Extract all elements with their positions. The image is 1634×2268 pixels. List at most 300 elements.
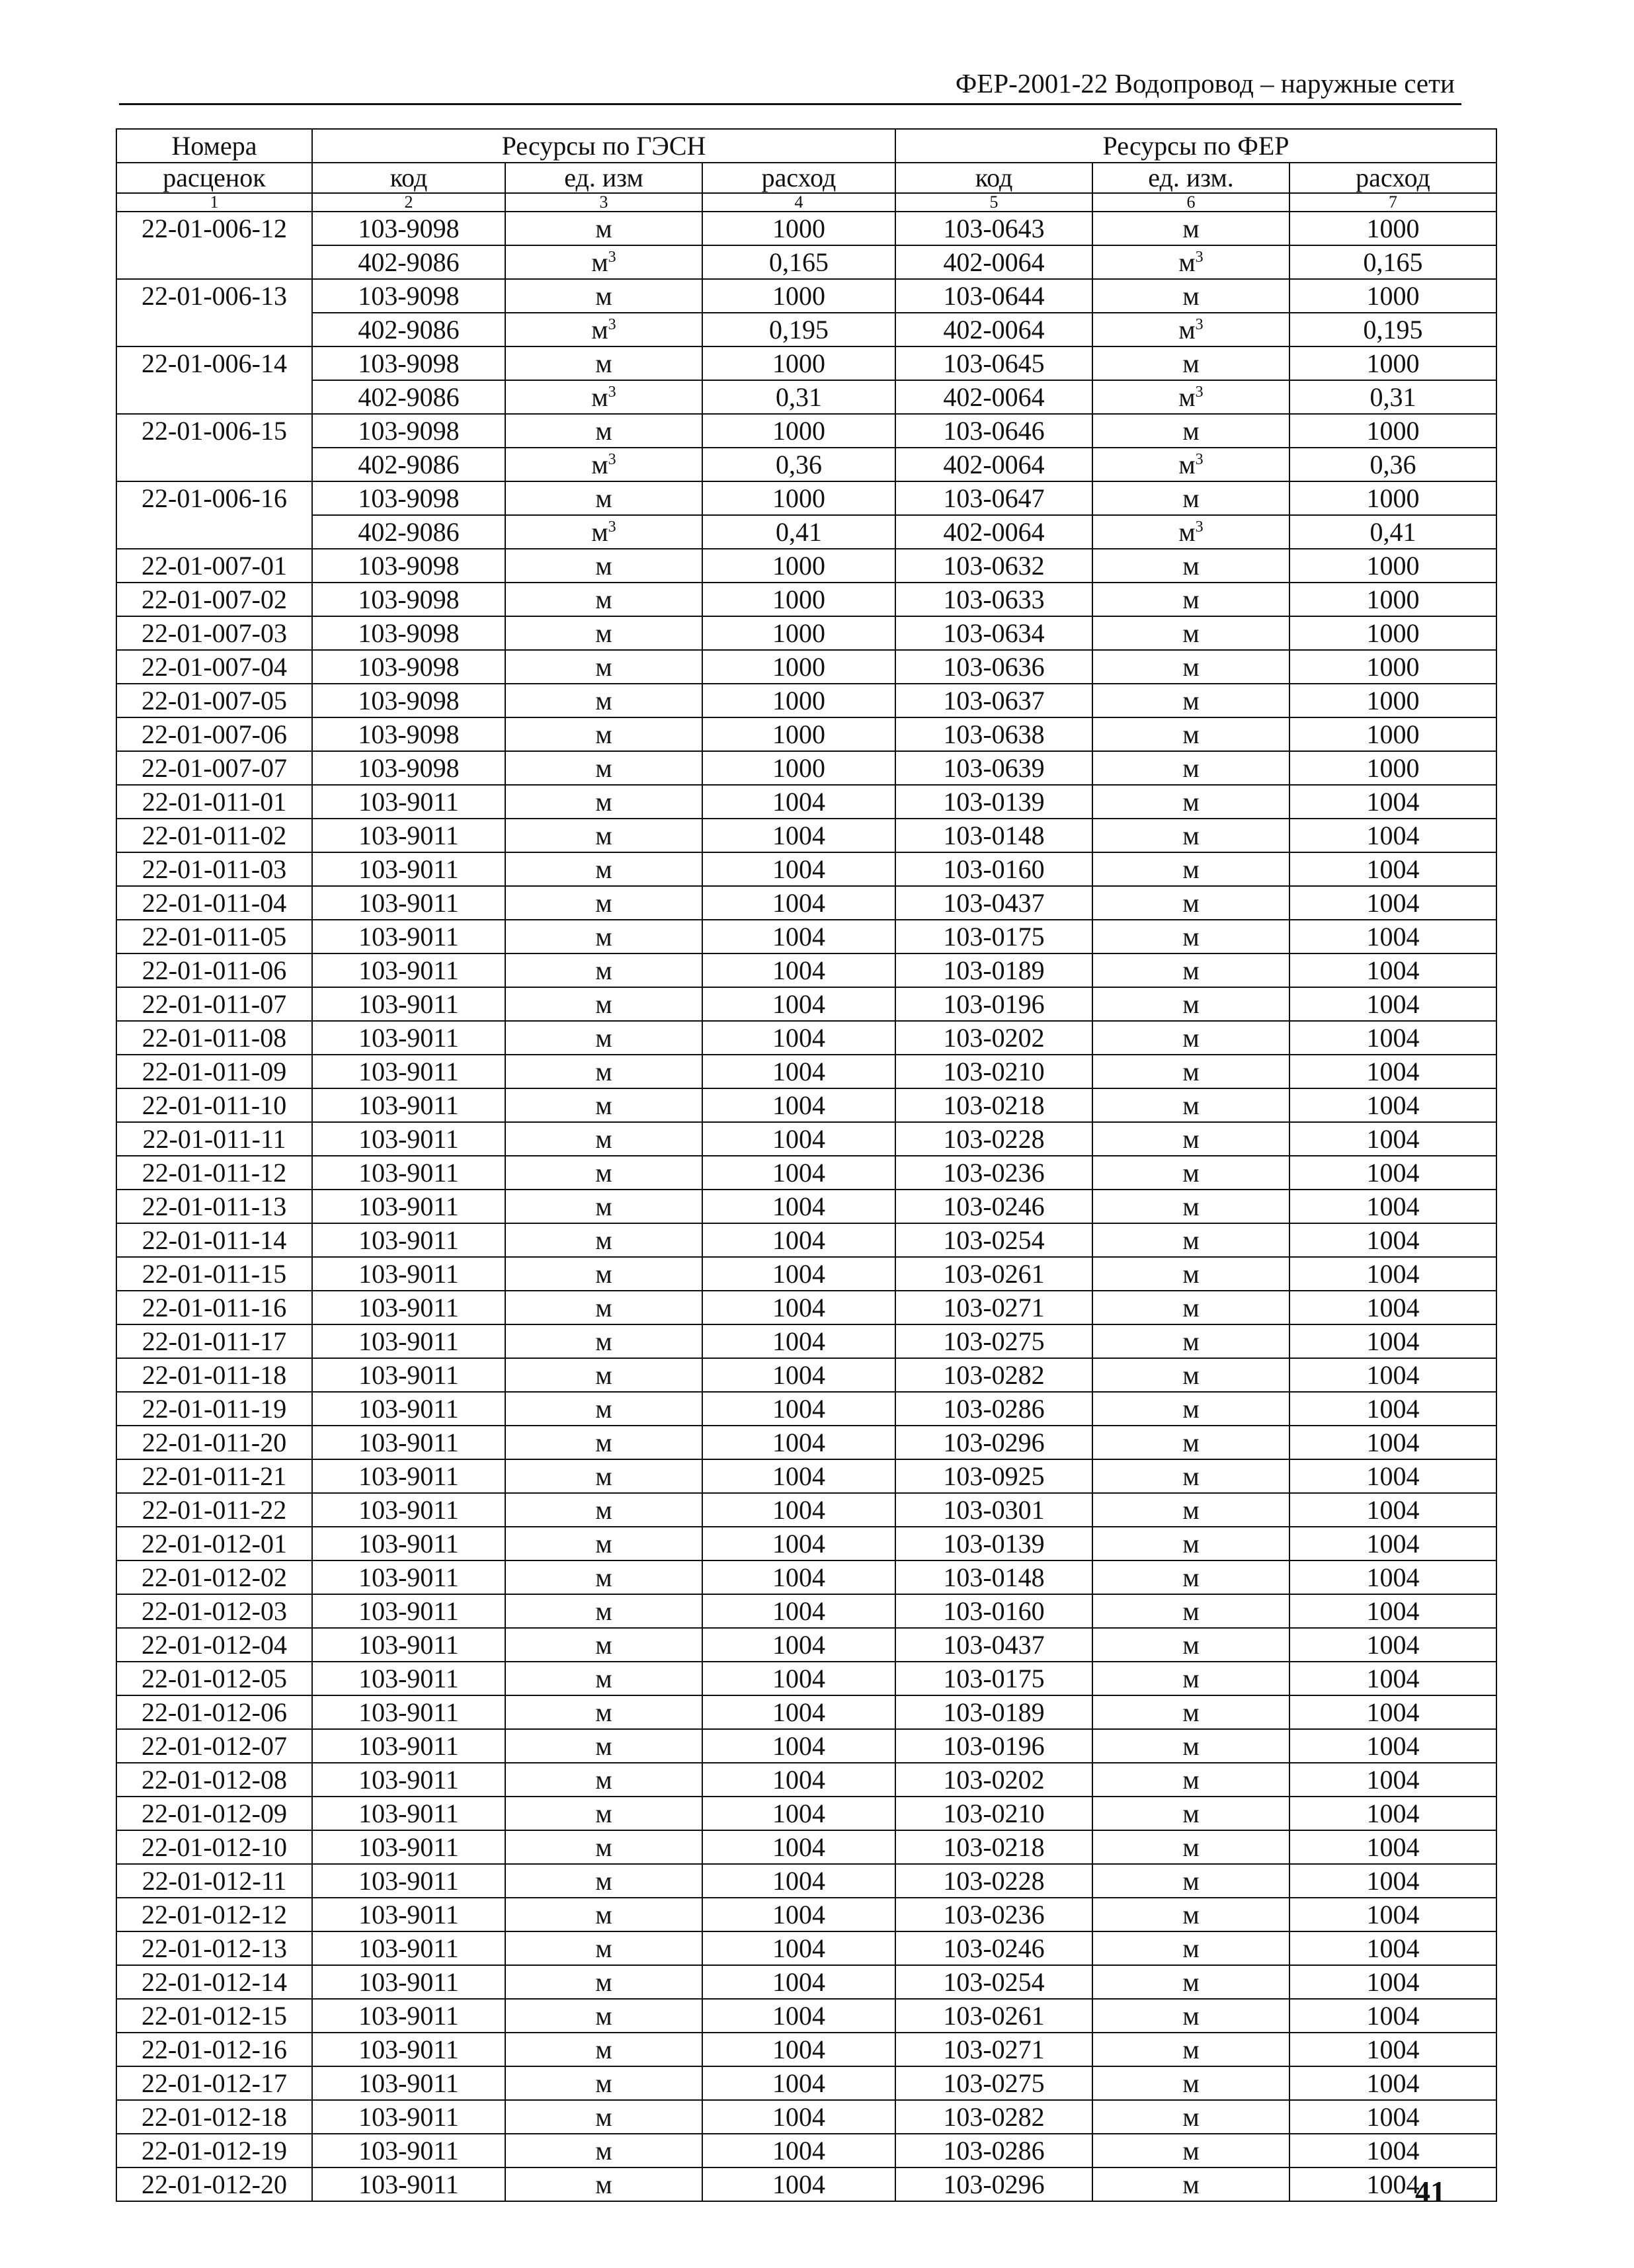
table-row <box>116 1594 1496 1628</box>
table-row <box>116 953 1496 987</box>
gesn-code-cell: 103-9098 <box>312 212 505 245</box>
gesn-consumption-cell: 1000 <box>702 481 895 515</box>
rate-number-cell: 22-01-012-11 <box>116 1864 312 1898</box>
gesn-unit-cell: м <box>505 1965 702 1999</box>
fer-consumption-cell: 0,195 <box>1289 313 1496 346</box>
table-row <box>116 650 1496 684</box>
table-row <box>116 481 1496 515</box>
rate-number-cell: 22-01-012-16 <box>116 2033 312 2066</box>
fer-consumption-cell: 1004 <box>1289 920 1496 953</box>
gesn-unit-cell: м <box>505 819 702 852</box>
rate-number-cell: 22-01-012-14 <box>116 1965 312 1999</box>
rate-number-cell: 22-01-012-12 <box>116 1898 312 1931</box>
fer-consumption-cell: 1004 <box>1289 1931 1496 1965</box>
fer-code-cell: 103-0246 <box>895 1931 1092 1965</box>
fer-consumption-cell: 0,41 <box>1289 515 1496 549</box>
gesn-unit-cell: м <box>505 1527 702 1560</box>
rate-number-cell: 22-01-012-18 <box>116 2100 312 2134</box>
gesn-unit-cell: м <box>505 1223 702 1257</box>
fer-unit-cell: м <box>1092 1527 1289 1560</box>
gesn-consumption-cell: 0,41 <box>702 515 895 549</box>
fer-unit-cell: м <box>1092 1459 1289 1493</box>
fer-code-cell: 103-0639 <box>895 751 1092 785</box>
fer-code-cell: 103-0638 <box>895 717 1092 751</box>
table-row <box>116 2134 1496 2167</box>
fer-unit-cell: м <box>1092 549 1289 583</box>
gesn-code-cell: 103-9011 <box>312 1729 505 1763</box>
table-row <box>116 515 1496 549</box>
gesn-unit-cell: м <box>505 1426 702 1459</box>
fer-code-cell: 103-0296 <box>895 2167 1092 2201</box>
table-row <box>116 2167 1496 2201</box>
fer-unit-cell: м <box>1092 2100 1289 2134</box>
fer-unit-cell: м <box>1092 1695 1289 1729</box>
rate-number-cell: 22-01-012-09 <box>116 1797 312 1830</box>
rate-number-cell: 22-01-012-13 <box>116 1931 312 1965</box>
rate-number-cell: 22-01-011-16 <box>116 1291 312 1324</box>
gesn-consumption-cell: 1004 <box>702 1088 895 1122</box>
gesn-code-cell: 103-9011 <box>312 1830 505 1864</box>
fer-consumption-cell: 1004 <box>1289 1763 1496 1797</box>
fer-unit-cell: м <box>1092 1763 1289 1797</box>
gesn-consumption-cell: 1000 <box>702 549 895 583</box>
gesn-consumption-cell: 1004 <box>702 1257 895 1291</box>
fer-code-cell: 103-0646 <box>895 414 1092 448</box>
fer-unit-cell: м <box>1092 583 1289 616</box>
gesn-consumption-cell: 1004 <box>702 1864 895 1898</box>
fer-consumption-cell: 1004 <box>1289 953 1496 987</box>
rate-number-cell: 22-01-011-07 <box>116 987 312 1021</box>
gesn-code-cell: 402-9086 <box>312 313 505 346</box>
fer-unit-cell: $м^3$ <box>1092 380 1289 414</box>
gesn-unit-cell: м <box>505 987 702 1021</box>
fer-code-cell: 103-0637 <box>895 684 1092 717</box>
table-row <box>116 1763 1496 1797</box>
gesn-unit-cell: м <box>505 583 702 616</box>
gesn-consumption-cell: 1004 <box>702 1797 895 1830</box>
table-row <box>116 785 1496 819</box>
fer-unit-cell: м <box>1092 852 1289 886</box>
table-row <box>116 1088 1496 1122</box>
table-row <box>116 1324 1496 1358</box>
rate-number-cell: 22-01-012-20 <box>116 2167 312 2201</box>
rate-number-cell: 22-01-011-22 <box>116 1493 312 1527</box>
fer-code-cell: 103-0636 <box>895 650 1092 684</box>
gesn-unit-cell: м <box>505 1392 702 1426</box>
fer-consumption-cell: 1000 <box>1289 549 1496 583</box>
column-number: 7 <box>1289 193 1496 212</box>
fer-consumption-cell: 1004 <box>1289 1729 1496 1763</box>
gesn-consumption-cell: 1004 <box>702 1729 895 1763</box>
gesn-code-cell: 103-9011 <box>312 1156 505 1190</box>
gesn-consumption-cell: 1004 <box>702 819 895 852</box>
rate-number-cell: 22-01-011-06 <box>116 953 312 987</box>
fer-code-cell: 103-0296 <box>895 1426 1092 1459</box>
fer-unit-cell: м <box>1092 616 1289 650</box>
fer-code-cell: 103-0148 <box>895 819 1092 852</box>
page-number: 41 <box>1415 2175 1446 2208</box>
rate-number-cell: 22-01-007-05 <box>116 684 312 717</box>
gesn-consumption-cell: 1004 <box>702 1560 895 1594</box>
fer-unit-cell: м <box>1092 1594 1289 1628</box>
gesn-unit-cell: м <box>505 1898 702 1931</box>
fer-code-cell: 103-0139 <box>895 785 1092 819</box>
gesn-consumption-cell: 1004 <box>702 2066 895 2100</box>
gesn-unit-cell: м <box>505 414 702 448</box>
fer-consumption-cell: 1004 <box>1289 1965 1496 1999</box>
fer-code-cell: 402-0064 <box>895 313 1092 346</box>
gesn-consumption-cell: 1004 <box>702 1055 895 1088</box>
fer-unit-cell: м <box>1092 1324 1289 1358</box>
gesn-consumption-cell: 1004 <box>702 1122 895 1156</box>
fer-unit-cell: м <box>1092 1156 1289 1190</box>
table-row <box>116 1931 1496 1965</box>
table-row <box>116 1999 1496 2033</box>
fer-unit-cell: м <box>1092 1055 1289 1088</box>
fer-code-cell: 103-0148 <box>895 1560 1092 1594</box>
fer-code-cell: 103-0634 <box>895 616 1092 650</box>
header-rate-number-line2: расценок <box>116 163 312 193</box>
fer-consumption-cell: 1004 <box>1289 2134 1496 2167</box>
gesn-consumption-cell: 1004 <box>702 1898 895 1931</box>
gesn-code-cell: 103-9011 <box>312 1864 505 1898</box>
fer-code-cell: 103-0160 <box>895 1594 1092 1628</box>
gesn-unit-cell: м <box>505 1763 702 1797</box>
gesn-consumption-cell: 1004 <box>702 987 895 1021</box>
fer-unit-cell: м <box>1092 785 1289 819</box>
table-row <box>116 245 1496 279</box>
rate-number-cell: 22-01-007-02 <box>116 583 312 616</box>
gesn-unit-cell: м <box>505 1797 702 1830</box>
fer-unit-cell: м <box>1092 2033 1289 2066</box>
fer-code-cell: 103-0282 <box>895 2100 1092 2134</box>
rate-number-cell <box>116 380 312 414</box>
gesn-code-cell: 103-9011 <box>312 2066 505 2100</box>
gesn-unit-cell: м <box>505 2033 702 2066</box>
rate-number-cell <box>116 313 312 346</box>
header-row-groups <box>116 129 1496 163</box>
gesn-consumption-cell: 1004 <box>702 1695 895 1729</box>
fer-consumption-cell: 1000 <box>1289 650 1496 684</box>
fer-consumption-cell: 1004 <box>1289 1358 1496 1392</box>
fer-code-cell: 103-0286 <box>895 2134 1092 2167</box>
gesn-unit-cell: м <box>505 684 702 717</box>
table-row <box>116 346 1496 380</box>
table-row <box>116 1898 1496 1931</box>
column-number: 5 <box>895 193 1092 212</box>
table-row <box>116 1459 1496 1493</box>
gesn-code-cell: 103-9011 <box>312 1324 505 1358</box>
fer-code-cell: 103-0189 <box>895 1695 1092 1729</box>
fer-consumption-cell: 1000 <box>1289 616 1496 650</box>
fer-consumption-cell: 0,165 <box>1289 245 1496 279</box>
fer-unit-cell: м <box>1092 717 1289 751</box>
gesn-code-cell: 402-9086 <box>312 245 505 279</box>
header-fer-consumption: расход <box>1289 163 1496 193</box>
fer-consumption-cell: 1004 <box>1289 987 1496 1021</box>
gesn-code-cell: 103-9098 <box>312 279 505 313</box>
gesn-unit-cell: $м^3$ <box>505 380 702 414</box>
table-row <box>116 1493 1496 1527</box>
rate-number-cell: 22-01-011-15 <box>116 1257 312 1291</box>
gesn-consumption-cell: 1004 <box>702 1156 895 1190</box>
fer-code-cell: 103-0228 <box>895 1122 1092 1156</box>
fer-consumption-cell: 1004 <box>1289 1695 1496 1729</box>
gesn-code-cell: 103-9011 <box>312 1392 505 1426</box>
gesn-code-cell: 103-9011 <box>312 1055 505 1088</box>
table-body <box>116 212 1496 2201</box>
fer-code-cell: 103-0189 <box>895 953 1092 987</box>
fer-consumption-cell: 1000 <box>1289 751 1496 785</box>
table-row <box>116 1527 1496 1560</box>
fer-unit-cell: м <box>1092 1931 1289 1965</box>
gesn-code-cell: 103-9011 <box>312 1797 505 1830</box>
gesn-consumption-cell: 1004 <box>702 1021 895 1055</box>
gesn-code-cell: 103-9011 <box>312 819 505 852</box>
gesn-code-cell: 103-9011 <box>312 920 505 953</box>
rate-number-cell: 22-01-007-01 <box>116 549 312 583</box>
gesn-consumption-cell: 1004 <box>702 2167 895 2201</box>
fer-consumption-cell: 1004 <box>1289 1493 1496 1527</box>
fer-code-cell: 402-0064 <box>895 448 1092 481</box>
fer-consumption-cell: 1004 <box>1289 1594 1496 1628</box>
table-row <box>116 920 1496 953</box>
table-row <box>116 2100 1496 2134</box>
gesn-unit-cell: м <box>505 1560 702 1594</box>
gesn-code-cell: 103-9098 <box>312 549 505 583</box>
fer-unit-cell: м <box>1092 1999 1289 2033</box>
gesn-consumption-cell: 0,31 <box>702 380 895 414</box>
rate-number-cell: 22-01-006-15 <box>116 414 312 448</box>
table-row <box>116 1392 1496 1426</box>
rate-number-cell: 22-01-012-05 <box>116 1662 312 1695</box>
fer-unit-cell: м <box>1092 1358 1289 1392</box>
fer-consumption-cell: 1004 <box>1289 1156 1496 1190</box>
gesn-code-cell: 103-9011 <box>312 953 505 987</box>
gesn-unit-cell: $м^3$ <box>505 245 702 279</box>
gesn-unit-cell: м <box>505 1324 702 1358</box>
gesn-code-cell: 103-9011 <box>312 1122 505 1156</box>
rate-number-cell: 22-01-007-04 <box>116 650 312 684</box>
table-row <box>116 1695 1496 1729</box>
table-row <box>116 886 1496 920</box>
table-row <box>116 684 1496 717</box>
gesn-unit-cell: м <box>505 1662 702 1695</box>
gesn-unit-cell: м <box>505 1257 702 1291</box>
fer-unit-cell: м <box>1092 1830 1289 1864</box>
table-row <box>116 1122 1496 1156</box>
fer-unit-cell: м <box>1092 1223 1289 1257</box>
header-gesn-group: Ресурсы по ГЭСН <box>312 129 895 163</box>
gesn-code-cell: 103-9011 <box>312 987 505 1021</box>
gesn-consumption-cell: 1004 <box>702 1662 895 1695</box>
gesn-unit-cell: м <box>505 1055 702 1088</box>
gesn-consumption-cell: 1004 <box>702 2100 895 2134</box>
fer-unit-cell: м <box>1092 279 1289 313</box>
fer-consumption-cell: 1004 <box>1289 1662 1496 1695</box>
fer-consumption-cell: 1004 <box>1289 1122 1496 1156</box>
rate-number-cell: 22-01-011-14 <box>116 1223 312 1257</box>
fer-code-cell: 103-0196 <box>895 987 1092 1021</box>
table-row <box>116 1729 1496 1763</box>
gesn-consumption-cell: 1004 <box>702 1594 895 1628</box>
fer-consumption-cell: 1000 <box>1289 212 1496 245</box>
gesn-code-cell: 103-9011 <box>312 1662 505 1695</box>
fer-code-cell: 103-0647 <box>895 481 1092 515</box>
header-fer-code: код <box>895 163 1092 193</box>
gesn-code-cell: 103-9098 <box>312 346 505 380</box>
gesn-code-cell: 103-9011 <box>312 2100 505 2134</box>
gesn-consumption-cell: 1004 <box>702 1291 895 1324</box>
rate-number-cell: 22-01-011-20 <box>116 1426 312 1459</box>
gesn-code-cell: 103-9011 <box>312 1898 505 1931</box>
fer-unit-cell: м <box>1092 684 1289 717</box>
gesn-code-cell: 103-9011 <box>312 1291 505 1324</box>
rate-number-cell: 22-01-012-19 <box>116 2134 312 2167</box>
fer-unit-cell: м <box>1092 1729 1289 1763</box>
fer-consumption-cell: 1004 <box>1289 1797 1496 1830</box>
fer-unit-cell: м <box>1092 212 1289 245</box>
gesn-consumption-cell: 1000 <box>702 414 895 448</box>
table-row <box>116 313 1496 346</box>
rate-number-cell: 22-01-011-21 <box>116 1459 312 1493</box>
table-row <box>116 1156 1496 1190</box>
fer-consumption-cell: 0,36 <box>1289 448 1496 481</box>
table-row <box>116 2033 1496 2066</box>
gesn-unit-cell: м <box>505 616 702 650</box>
gesn-code-cell: 103-9011 <box>312 1628 505 1662</box>
gesn-code-cell: 103-9011 <box>312 1527 505 1560</box>
table-row <box>116 212 1496 245</box>
gesn-unit-cell: м <box>505 1088 702 1122</box>
gesn-consumption-cell: 1000 <box>702 616 895 650</box>
fer-code-cell: 103-0236 <box>895 1898 1092 1931</box>
gesn-unit-cell: м <box>505 953 702 987</box>
gesn-unit-cell: м <box>505 1459 702 1493</box>
gesn-unit-cell: м <box>505 650 702 684</box>
fer-consumption-cell: 1000 <box>1289 583 1496 616</box>
fer-code-cell: 103-0236 <box>895 1156 1092 1190</box>
table-row <box>116 1190 1496 1223</box>
header-fer-group: Ресурсы по ФЕР <box>895 129 1496 163</box>
gesn-consumption-cell: 1004 <box>702 1223 895 1257</box>
table-row <box>116 1223 1496 1257</box>
fer-code-cell: 103-0254 <box>895 1223 1092 1257</box>
gesn-unit-cell: м <box>505 852 702 886</box>
fer-consumption-cell: 1004 <box>1289 852 1496 886</box>
rate-number-cell: 22-01-011-01 <box>116 785 312 819</box>
fer-code-cell: 103-0196 <box>895 1729 1092 1763</box>
fer-consumption-cell: 1004 <box>1289 1088 1496 1122</box>
table-row <box>116 448 1496 481</box>
fer-consumption-cell: 1004 <box>1289 819 1496 852</box>
gesn-code-cell: 402-9086 <box>312 380 505 414</box>
fer-unit-cell: м <box>1092 751 1289 785</box>
table-header <box>116 129 1496 212</box>
gesn-consumption-cell: 1000 <box>702 346 895 380</box>
gesn-code-cell: 103-9098 <box>312 751 505 785</box>
fer-code-cell: 103-0632 <box>895 549 1092 583</box>
fer-code-cell: 103-0254 <box>895 1965 1092 1999</box>
gesn-code-cell: 103-9011 <box>312 1493 505 1527</box>
gesn-unit-cell: м <box>505 346 702 380</box>
gesn-consumption-cell: 1004 <box>702 1830 895 1864</box>
table-row <box>116 414 1496 448</box>
fer-consumption-cell: 1004 <box>1289 1021 1496 1055</box>
rate-number-cell: 22-01-012-01 <box>116 1527 312 1560</box>
gesn-code-cell: 103-9098 <box>312 650 505 684</box>
gesn-code-cell: 103-9011 <box>312 785 505 819</box>
resources-table <box>116 128 1497 2202</box>
gesn-code-cell: 103-9011 <box>312 2134 505 2167</box>
gesn-code-cell: 103-9011 <box>312 1459 505 1493</box>
gesn-unit-cell: м <box>505 1864 702 1898</box>
gesn-unit-cell: м <box>505 1830 702 1864</box>
gesn-code-cell: 402-9086 <box>312 515 505 549</box>
rate-number-cell: 22-01-007-06 <box>116 717 312 751</box>
fer-consumption-cell: 0,31 <box>1289 380 1496 414</box>
rate-number-cell: 22-01-011-09 <box>116 1055 312 1088</box>
gesn-code-cell: 103-9098 <box>312 616 505 650</box>
gesn-unit-cell: м <box>505 1695 702 1729</box>
table-row <box>116 1830 1496 1864</box>
rate-number-cell: 22-01-012-08 <box>116 1763 312 1797</box>
gesn-code-cell: 103-9011 <box>312 1358 505 1392</box>
table-row <box>116 852 1496 886</box>
fer-consumption-cell: 1000 <box>1289 279 1496 313</box>
gesn-code-cell: 103-9011 <box>312 1560 505 1594</box>
rate-number-cell: 22-01-012-15 <box>116 1999 312 2033</box>
fer-consumption-cell: 1004 <box>1289 1459 1496 1493</box>
gesn-consumption-cell: 1004 <box>702 1493 895 1527</box>
fer-unit-cell: м <box>1092 886 1289 920</box>
table-row <box>116 1257 1496 1291</box>
rate-number-cell: 22-01-006-16 <box>116 481 312 515</box>
gesn-unit-cell: м <box>505 1190 702 1223</box>
header-rate-number-line1: Номера <box>116 129 312 163</box>
fer-unit-cell: м <box>1092 1797 1289 1830</box>
fer-consumption-cell: 1004 <box>1289 1527 1496 1560</box>
gesn-consumption-cell: 0,195 <box>702 313 895 346</box>
fer-code-cell: 103-0175 <box>895 1662 1092 1695</box>
fer-code-cell: 103-0271 <box>895 2033 1092 2066</box>
fer-unit-cell: $м^3$ <box>1092 313 1289 346</box>
rate-number-cell: 22-01-006-12 <box>116 212 312 245</box>
gesn-consumption-cell: 1000 <box>702 717 895 751</box>
gesn-code-cell: 103-9011 <box>312 1931 505 1965</box>
gesn-consumption-cell: 0,165 <box>702 245 895 279</box>
header-row-numbers <box>116 193 1496 212</box>
table-row <box>116 1628 1496 1662</box>
gesn-code-cell: 103-9011 <box>312 1695 505 1729</box>
gesn-unit-cell: м <box>505 1358 702 1392</box>
rate-number-cell: 22-01-012-03 <box>116 1594 312 1628</box>
fer-consumption-cell: 1004 <box>1289 1898 1496 1931</box>
fer-code-cell: 103-0210 <box>895 1055 1092 1088</box>
table-row <box>116 616 1496 650</box>
gesn-consumption-cell: 1004 <box>702 2033 895 2066</box>
fer-code-cell: 103-0644 <box>895 279 1092 313</box>
fer-consumption-cell: 1000 <box>1289 717 1496 751</box>
fer-consumption-cell: 1004 <box>1289 886 1496 920</box>
rate-number-cell: 22-01-007-07 <box>116 751 312 785</box>
fer-code-cell: 103-0160 <box>895 852 1092 886</box>
fer-code-cell: 103-0246 <box>895 1190 1092 1223</box>
gesn-unit-cell: м <box>505 751 702 785</box>
document-title: ФЕР-2001-22 Водопровод – наружные сети <box>955 68 1455 99</box>
gesn-consumption-cell: 1000 <box>702 583 895 616</box>
gesn-unit-cell: м <box>505 1021 702 1055</box>
